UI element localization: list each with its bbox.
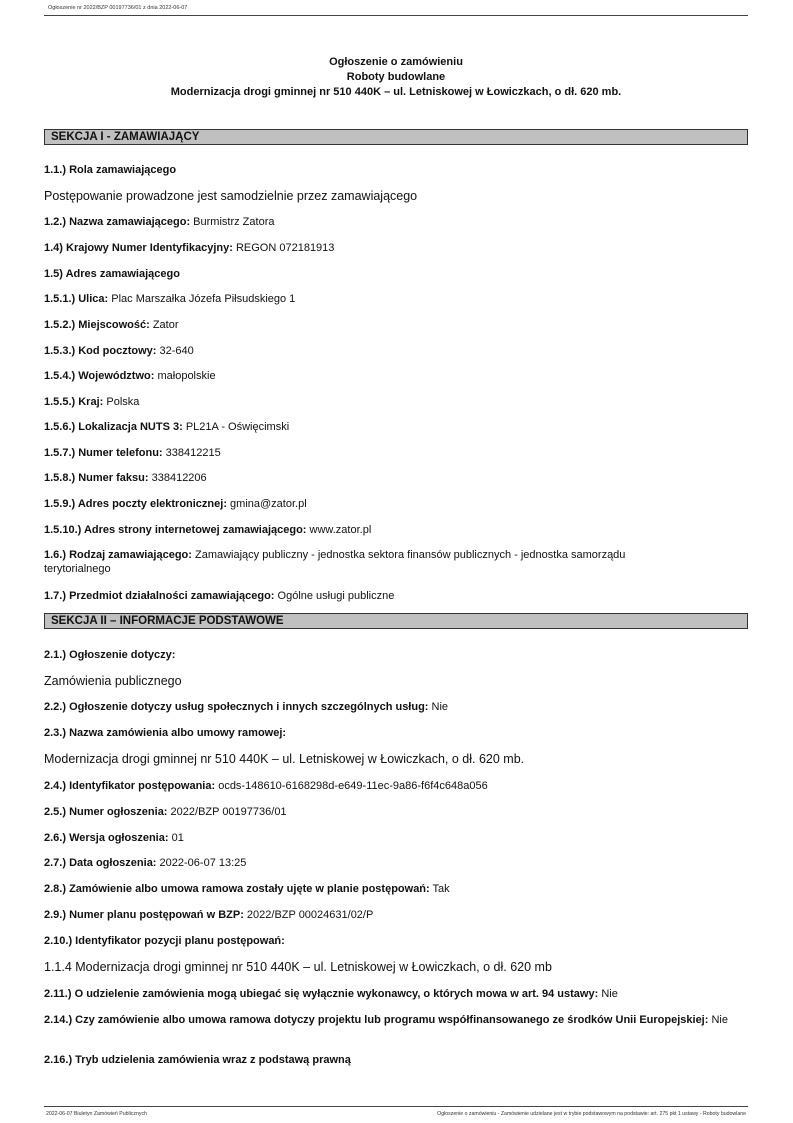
field-value: małopolskie [154, 370, 216, 382]
field-value: 338412215 [162, 447, 221, 459]
field-label: 1.5.6.) Lokalizacja NUTS 3: [44, 421, 183, 433]
field-2-6 [44, 831, 748, 845]
document-title [44, 55, 748, 100]
title-line-2: Roboty budowlane [346, 71, 446, 83]
field-value: Plac Marszałka Józefa Piłsudskiego 1 [108, 293, 296, 305]
field-1-5-2 [44, 318, 748, 332]
field-1-5 [44, 267, 748, 281]
field-label: 2.14.) Czy zamówienie albo umowa ramowa dotyczy projektu lub programu współfinansowanego ze środków Unii Europejskiej: [44, 1014, 709, 1026]
field-2-8 [44, 882, 748, 896]
field-label: 2.9.) Numer planu postępowań w BZP: [44, 909, 244, 921]
field-label: 1.7.) Przedmiot działalności zamawiającego: [44, 590, 275, 602]
field-2-3 [44, 726, 748, 740]
field-value: Nie [708, 1014, 728, 1026]
footer-left: 2022-06-07 Biuletyn Zamówień Publicznych [46, 1111, 147, 1117]
page-header [44, 4, 748, 16]
field-1-5-10 [44, 523, 748, 537]
field-2-11 [44, 987, 748, 1001]
field-2-2 [44, 700, 748, 714]
field-1-5-7 [44, 446, 748, 460]
field-value: 32-640 [156, 345, 194, 357]
field-label: 2.5.) Numer ogłoszenia: [44, 806, 168, 818]
field-text: Postępowanie prowadzone jest samodzielnie przez zamawiającego [44, 189, 418, 203]
field-value: Tak [429, 883, 450, 895]
field-2-1-value [44, 674, 748, 689]
field-1-7 [44, 589, 748, 603]
field-label: 1.2.) Nazwa zamawiającego: [44, 216, 191, 228]
field-value: Zator [149, 319, 179, 331]
field-label: 1.4) Krajowy Numer Identyfikacyjny: [44, 242, 233, 254]
field-2-4 [44, 779, 748, 793]
header-text: Ogłoszenie nr 2022/BZP 00197736/01 z dnia 2022-06-07 [48, 5, 188, 11]
field-label: 2.3.) Nazwa zamówienia albo umowy ramowej: [44, 727, 287, 739]
field-label: 1.5.10.) Adres strony internetowej zamawiającego: [44, 524, 307, 536]
page-footer [44, 1106, 748, 1117]
field-1-5-6 [44, 420, 748, 434]
field-value: Ogólne usługi publiczne [274, 590, 395, 602]
field-text: Zamówienia publicznego [44, 674, 182, 688]
field-1-2 [44, 215, 748, 229]
field-2-14 [44, 1013, 734, 1027]
field-label: 2.6.) Wersja ogłoszenia: [44, 832, 169, 844]
field-value: Zamawiający publiczny - jednostka sektora finansów publicznych - jednostka samorządu terytorialnego [44, 549, 626, 575]
field-value: Polska [103, 396, 140, 408]
field-value: Burmistrz Zatora [190, 216, 275, 228]
section-1-heading: SEKCJA I - ZAMAWIAJĄCY [44, 129, 748, 145]
field-2-10-value [44, 960, 748, 975]
field-label: 2.11.) O udzielenie zamówienia mogą ubiegać się wyłącznie wykonawcy, o których mowa w art. 94 ustawy: [44, 988, 599, 1000]
title-line-3: Modernizacja drogi gminnej nr 510 440K – ul. Letniskowej w Łowiczkach, o dł. 620 mb. [170, 86, 622, 98]
section-2-heading: SEKCJA II – INFORMACJE PODSTAWOWE [44, 613, 748, 629]
field-value: REGON 072181913 [232, 242, 335, 254]
field-label: 2.4.) Identyfikator postępowania: [44, 780, 216, 792]
field-label: 1.5.3.) Kod pocztowy: [44, 345, 157, 357]
field-1-1-value [44, 189, 748, 204]
field-label: 1.5) Adres zamawiającego [44, 268, 180, 280]
field-value: 2022-06-07 13:25 [156, 857, 247, 869]
field-label: 1.1.) Rola zamawiającego [44, 164, 177, 176]
footer-right: Ogłoszenie o zamówieniu - Zamówienie udzielane jest w trybie podstawowym na podstawie: art. 275 pkt 1 ustawy - Roboty budowlane [437, 1111, 746, 1117]
field-2-3-value [44, 752, 748, 767]
field-1-5-9 [44, 497, 748, 511]
field-value: 2022/BZP 00024631/02/P [243, 909, 374, 921]
field-2-10 [44, 934, 748, 948]
field-value: PL21A - Oświęcimski [182, 421, 290, 433]
field-text: Modernizacja drogi gminnej nr 510 440K – ul. Letniskowej w Łowiczkach, o dł. 620 mb. [44, 752, 525, 766]
field-label: 2.7.) Data ogłoszenia: [44, 857, 157, 869]
field-label: 2.2.) Ogłoszenie dotyczy usług społecznych i innych szczególnych usług: [44, 701, 429, 713]
field-value: Nie [428, 701, 449, 713]
field-label: 1.5.1.) Ulica: [44, 293, 109, 305]
field-label: 1.5.9.) Adres poczty elektronicznej: [44, 498, 227, 510]
field-2-5 [44, 805, 748, 819]
field-text: 1.1.4 Modernizacja drogi gminnej nr 510 440K – ul. Letniskowej w Łowiczkach, o dł. 620 mb [44, 960, 552, 974]
field-value: 2022/BZP 00197736/01 [167, 806, 287, 818]
field-label: 1.5.5.) Kraj: [44, 396, 104, 408]
field-1-6 [44, 548, 644, 576]
field-1-5-4 [44, 369, 748, 383]
field-value: 338412206 [148, 472, 207, 484]
field-label: 2.1.) Ogłoszenie dotyczy: [44, 649, 176, 661]
field-label: 2.8.) Zamówienie albo umowa ramowa zostały ujęte w planie postępowań: [44, 883, 430, 895]
field-1-4 [44, 241, 748, 255]
field-2-16 [44, 1053, 748, 1067]
field-1-5-5 [44, 395, 748, 409]
field-label: 1.5.7.) Numer telefonu: [44, 447, 163, 459]
field-value: ocds-148610-6168298d-e649-11ec-9a86-f6f4c648a056 [215, 780, 488, 792]
field-2-9 [44, 908, 748, 922]
field-label: 2.16.) Tryb udzielenia zamówienia wraz z podstawą prawną [44, 1054, 351, 1066]
field-value: 01 [168, 832, 184, 844]
field-value: www.zator.pl [306, 524, 372, 536]
field-label: 1.5.2.) Miejscowość: [44, 319, 150, 331]
field-label: 1.5.8.) Numer faksu: [44, 472, 149, 484]
field-value: Nie [598, 988, 618, 1000]
field-1-5-3 [44, 344, 748, 358]
field-value: gmina@zator.pl [226, 498, 307, 510]
field-1-5-8 [44, 471, 748, 485]
title-line-1: Ogłoszenie o zamówieniu [329, 56, 463, 68]
field-1-1 [44, 163, 748, 177]
field-label: 2.10.) Identyfikator pozycji planu postępowań: [44, 935, 285, 947]
field-2-7 [44, 856, 748, 870]
field-2-1 [44, 648, 748, 662]
field-label: 1.5.4.) Województwo: [44, 370, 155, 382]
field-1-5-1 [44, 292, 748, 306]
field-label: 1.6.) Rodzaj zamawiającego: [44, 549, 192, 561]
